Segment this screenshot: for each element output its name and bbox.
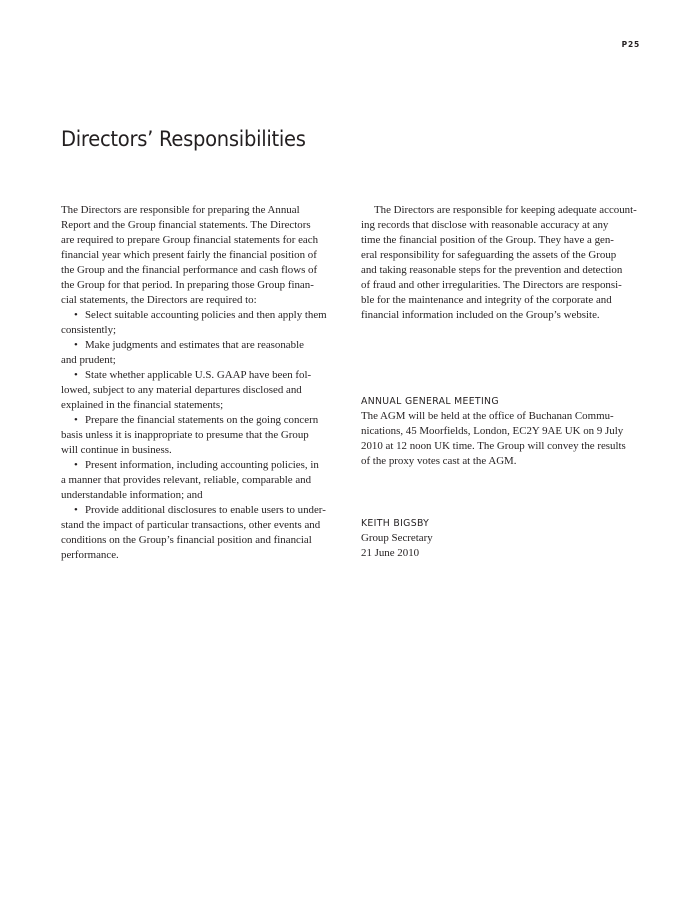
page-title: Directors’ Responsibilities — [61, 127, 306, 151]
text-line: ble for the maintenance and integrity of the corporate and — [361, 294, 612, 306]
bullet-item — [61, 308, 343, 338]
text-line: The Directors are responsible for keeping adequate account- — [374, 204, 637, 216]
text-line: lowed, subject to any material departures disclosed and — [61, 384, 302, 396]
record-keeping-paragraph — [361, 203, 643, 323]
bullet-icon: • — [74, 459, 78, 471]
text-line: conditions on the Group’s financial position and financial — [61, 534, 312, 546]
text-line: financial year which present fairly the financial position of — [61, 249, 317, 261]
bullet-icon: • — [74, 339, 78, 351]
text-line: time the financial position of the Group. They have a gen- — [361, 234, 614, 246]
text-line: 2010 at 12 noon UK time. The Group will convey the results — [361, 440, 626, 452]
text-line: the Group for that period. In preparing those Group finan- — [61, 279, 314, 291]
bullet-item — [61, 503, 343, 563]
text-line: and taking reasonable steps for the prevention and detection — [361, 264, 623, 276]
text-line: Prepare the financial statements on the going concern — [85, 414, 319, 426]
text-line: a manner that provides relevant, reliable, comparable and — [61, 474, 312, 486]
agm-heading: ANNUAL GENERAL MEETING — [361, 396, 499, 407]
text-line: financial information included on the Group’s website. — [361, 309, 600, 321]
signatory-role: Group Secretary — [361, 532, 433, 544]
text-line: Present information, including accounting policies, in — [85, 459, 319, 471]
text-line: cial statements, the Directors are required to: — [61, 294, 257, 306]
text-line: eral responsibility for safeguarding the assets of the Group — [361, 249, 617, 261]
text-line: Provide additional disclosures to enable users to under- — [85, 504, 326, 516]
signatory-details — [361, 531, 643, 561]
text-line: State whether applicable U.S. GAAP have been fol- — [85, 369, 312, 381]
text-line: ing records that disclose with reasonable accuracy at any — [361, 219, 609, 231]
agm-section — [361, 394, 643, 469]
bullet-icon: • — [74, 309, 78, 321]
text-line: performance. — [61, 549, 119, 561]
page-number: P25 — [621, 40, 640, 49]
text-line: The AGM will be held at the office of Buchanan Commu- — [361, 410, 614, 422]
bullet-item — [61, 368, 343, 413]
text-line: Report and the Group financial statements. The Directors — [61, 219, 311, 231]
text-line: understandable information; and — [61, 489, 203, 501]
bullet-item — [61, 413, 343, 458]
text-line: will continue in business. — [61, 444, 172, 456]
text-line: basis unless it is inappropriate to presume that the Group — [61, 429, 309, 441]
text-line: Make judgments and estimates that are reasonable — [85, 339, 304, 351]
text-line: The Directors are responsible for preparing the Annual — [61, 204, 300, 216]
agm-paragraph — [361, 409, 643, 469]
intro-paragraph — [61, 203, 343, 308]
bullet-item — [61, 458, 343, 503]
signatory-block — [361, 516, 643, 561]
bullet-icon: • — [74, 414, 78, 426]
text-line: of the proxy votes cast at the AGM. — [361, 455, 517, 467]
text-line: and prudent; — [61, 354, 116, 366]
text-line: the Group and the financial performance and cash flows of — [61, 264, 318, 276]
left-column — [61, 203, 343, 563]
text-line: stand the impact of particular transactions, other events and — [61, 519, 321, 531]
bullet-icon: • — [74, 369, 78, 381]
text-line: explained in the financial statements; — [61, 399, 224, 411]
signatory-name: KEITH BIGSBY — [361, 518, 430, 529]
bullet-icon: • — [74, 504, 78, 516]
right-column — [361, 203, 643, 323]
bullet-item — [61, 338, 343, 368]
text-line: nications, 45 Moorfields, London, EC2Y 9AE UK on 9 July — [361, 425, 624, 437]
text-line: Select suitable accounting policies and then apply them — [85, 309, 327, 321]
text-line: are required to prepare Group financial statements for each — [61, 234, 319, 246]
signatory-date: 21 June 2010 — [361, 547, 420, 559]
text-line: consistently; — [61, 324, 117, 336]
text-line: of fraud and other irregularities. The Directors are responsi- — [361, 279, 622, 291]
